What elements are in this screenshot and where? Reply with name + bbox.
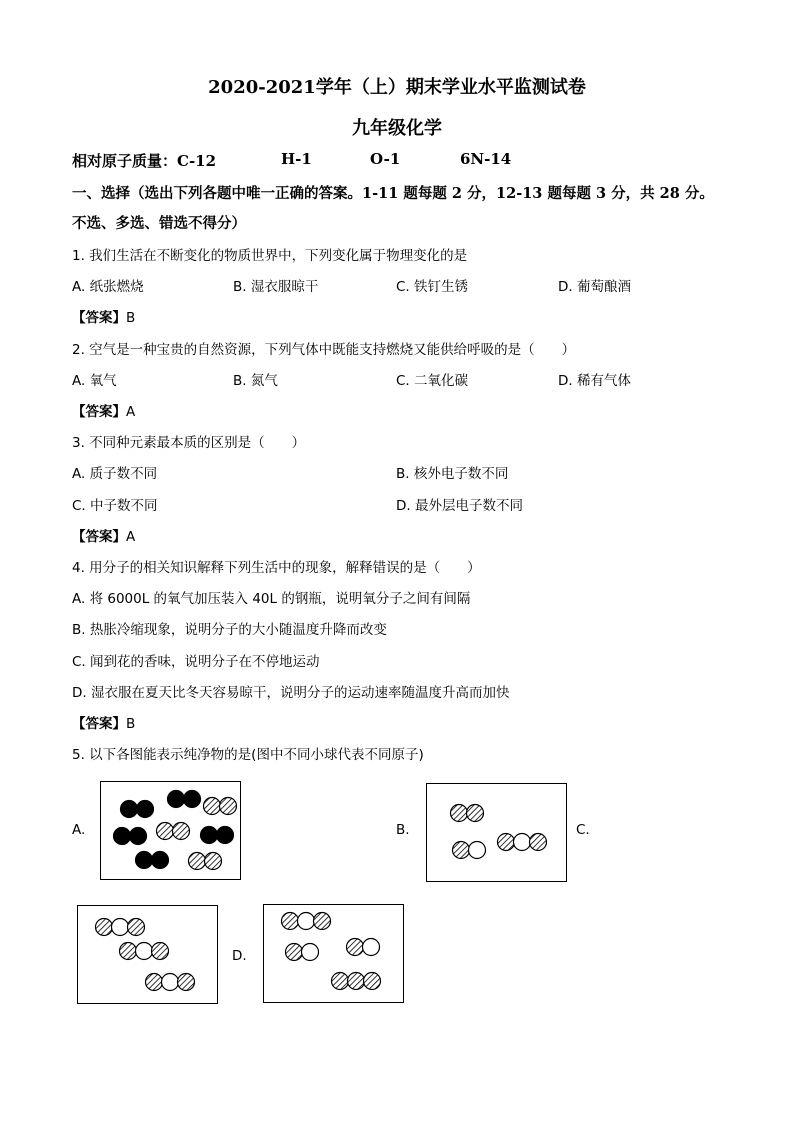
atomic-mass-n: 6N-14: [460, 150, 512, 168]
atom: [137, 801, 154, 818]
question-4-option-b: B. 热胀冷缩现象，说明分子的大小随温度升降而改变: [72, 622, 387, 638]
answer-label: 【答案】: [72, 529, 126, 545]
atom: [189, 853, 206, 870]
molecule: [498, 834, 547, 851]
atom: [201, 827, 218, 844]
answer-label: 【答案】: [72, 404, 126, 420]
answer-label: 【答案】: [72, 310, 126, 326]
atom: [152, 943, 169, 960]
atom: [121, 801, 138, 818]
section-heading-line2: 不选、多选、错选不得分）: [72, 215, 246, 232]
atom: [96, 919, 113, 936]
atom: [168, 791, 185, 808]
exam-title: 2020-2021学年（上）期末学业水平监测试卷: [208, 77, 586, 98]
question-1-option-b: B. 湿衣服晾干: [233, 279, 319, 295]
molecule: [96, 919, 145, 936]
atom: [204, 798, 221, 815]
atom: [332, 973, 349, 990]
figure-label-d: D.: [232, 948, 247, 964]
question-1-stem: 1. 我们生活在不断变化的物质世界中，下列变化属于物理变化的是: [72, 248, 468, 264]
question-2-option-c: C. 二氧化碳: [396, 373, 469, 389]
answer-value: B: [126, 716, 136, 732]
atom: [348, 973, 365, 990]
atom: [347, 939, 364, 956]
atom: [178, 974, 195, 991]
figure-label-c: C.: [576, 822, 590, 838]
figure-label-a: A.: [72, 822, 86, 838]
answer-value: B: [126, 310, 136, 326]
atom: [157, 823, 174, 840]
atom: [514, 834, 531, 851]
atom: [184, 791, 201, 808]
question-4-option-a: A. 将 6000L 的氧气加压装入 40L 的钢瓶，说明氧分子之间有间隔: [72, 591, 471, 607]
exam-subtitle: 九年级化学: [352, 118, 442, 139]
molecule: [282, 913, 331, 930]
molecule: [453, 842, 486, 859]
atom: [130, 828, 147, 845]
question-3-option-d: D. 最外层电子数不同: [396, 498, 523, 514]
question-1-option-d: D. 葡萄酿酒: [558, 279, 631, 295]
atom: [498, 834, 515, 851]
molecule: [189, 853, 222, 870]
question-4-option-c: C. 闻到花的香味，说明分子在不停地运动: [72, 654, 320, 670]
atomic-mass-h: H-1: [281, 150, 312, 168]
atom: [314, 913, 331, 930]
atomic-mass-o: O-1: [370, 150, 401, 168]
molecule: [121, 801, 154, 818]
atomic-mass-label: 相对原子质量：C-12: [72, 152, 217, 170]
atom: [364, 973, 381, 990]
atom: [162, 974, 179, 991]
question-5-stem: 5. 以下各图能表示纯净物的是(图中不同小球代表不同原子): [72, 747, 424, 763]
section-heading-line1: 一、选择（选出下列各题中唯一正确的答案。1-11 题每题 2 分，12-13 题每题 3 分，共 28 分。: [72, 185, 714, 202]
atom: [136, 943, 153, 960]
question-1-option-a: A. 纸张燃烧: [72, 279, 144, 295]
molecule: [204, 798, 237, 815]
atom: [152, 852, 169, 869]
atom: [530, 834, 547, 851]
molecule: [120, 943, 169, 960]
atom: [467, 805, 484, 822]
atom: [146, 974, 163, 991]
question-2-stem: 2. 空气是一种宝贵的自然资源，下列气体中既能支持燃烧又能供给呼吸的是（ ）: [72, 342, 576, 358]
atom: [298, 913, 315, 930]
question-3-option-b: B. 核外电子数不同: [396, 466, 509, 482]
question-1-option-c: C. 铁钉生锈: [396, 279, 469, 295]
atom: [302, 944, 319, 961]
question-2-option-d: D. 稀有气体: [558, 373, 631, 389]
atom: [363, 939, 380, 956]
answer-label: 【答案】: [72, 716, 126, 732]
atom: [173, 823, 190, 840]
atom: [451, 805, 468, 822]
atom: [120, 943, 137, 960]
atom: [469, 842, 486, 859]
atom: [128, 919, 145, 936]
molecule: [157, 823, 190, 840]
atom: [286, 944, 303, 961]
molecule: [168, 791, 201, 808]
molecule: [347, 939, 380, 956]
molecule: [146, 974, 195, 991]
question-3-option-a: A. 质子数不同: [72, 466, 158, 482]
question-4-stem: 4. 用分子的相关知识解释下列生活中的现象，解释错误的是（ ）: [72, 560, 481, 576]
atom: [282, 913, 299, 930]
molecule: [136, 852, 169, 869]
molecule: [332, 973, 381, 990]
molecule: [286, 944, 319, 961]
atom: [112, 919, 129, 936]
answer-value: A: [126, 404, 136, 420]
question-3-stem: 3. 不同种元素最本质的区别是（ ）: [72, 435, 306, 451]
answer-value: A: [126, 529, 136, 545]
atom: [220, 798, 237, 815]
question-3-option-c: C. 中子数不同: [72, 498, 158, 514]
atom: [136, 852, 153, 869]
molecule: [201, 827, 234, 844]
figure-label-b: B.: [396, 822, 410, 838]
atom: [453, 842, 470, 859]
atom: [217, 827, 234, 844]
molecule: [114, 828, 147, 845]
atom: [114, 828, 131, 845]
question-2-option-b: B. 氮气: [233, 373, 278, 389]
question-4-option-d: D. 湿衣服在夏天比冬天容易晾干，说明分子的运动速率随温度升高而加快: [72, 685, 510, 701]
question-2-option-a: A. 氧气: [72, 373, 117, 389]
atom: [205, 853, 222, 870]
molecule: [451, 805, 484, 822]
